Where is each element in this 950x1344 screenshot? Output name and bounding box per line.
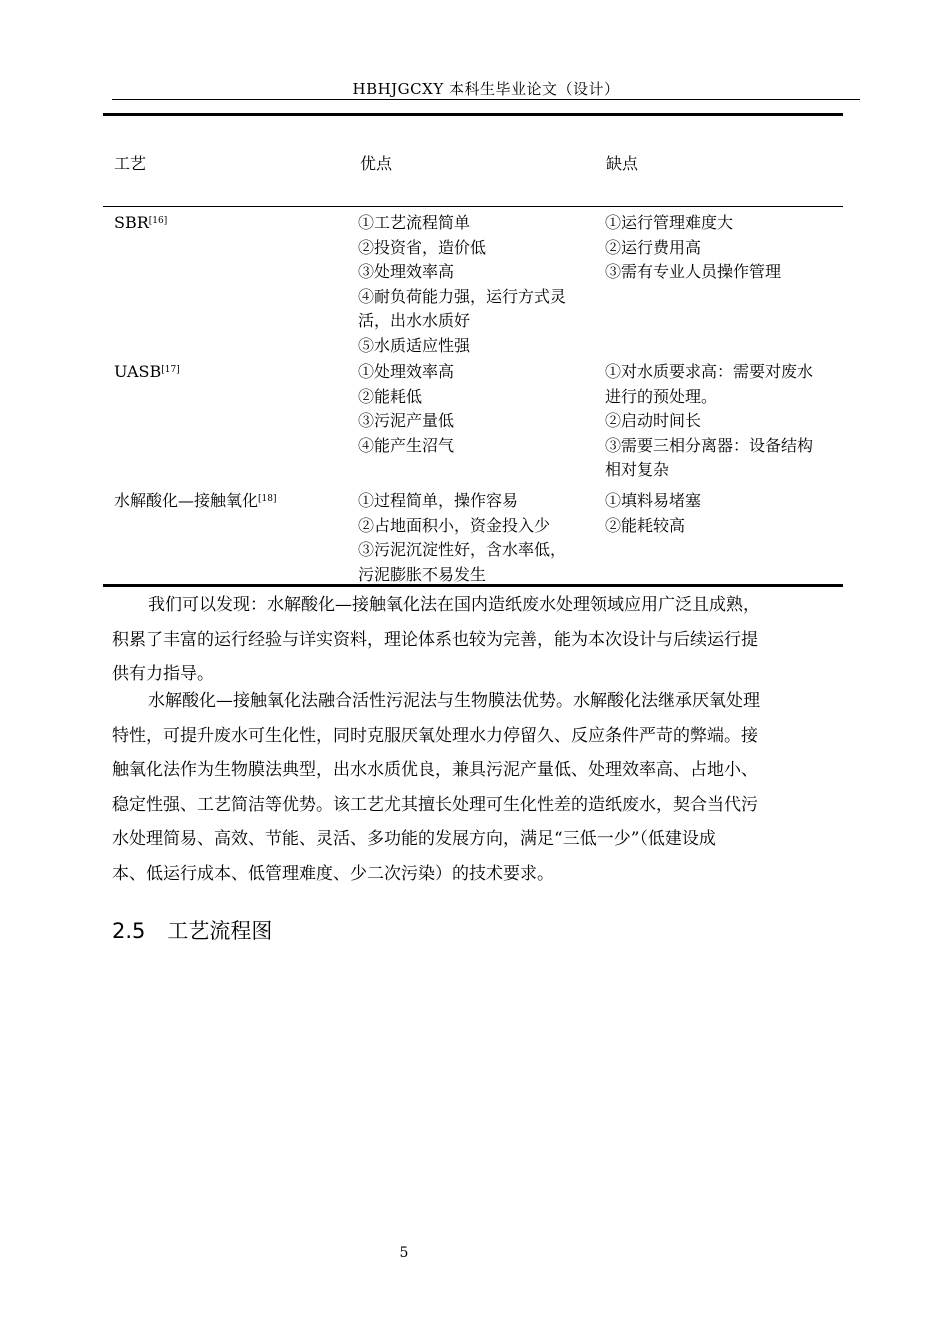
page-header-title: HBHJGCXY 本科生毕业论文（设计） xyxy=(352,80,620,98)
pro-item: ③污泥产量低 xyxy=(358,411,455,430)
table-row-hydrolysis-process xyxy=(114,489,277,514)
con-item: 进行的预处理。 xyxy=(605,386,718,406)
table-top-rule xyxy=(103,113,843,116)
paragraph-line: 触氧化法作为生物膜法典型，出水水质优良，兼具污泥产量低、处理效率高、占地小、 xyxy=(112,760,758,780)
table-row-uasb-cons xyxy=(605,360,813,483)
pro-item: ④能产生沼气 xyxy=(358,435,455,455)
con-item: ②启动时间长 xyxy=(605,411,702,430)
citation-ref: [18] xyxy=(258,494,277,504)
con-item: ①运行管理难度大 xyxy=(605,213,734,232)
citation-ref: [16] xyxy=(148,216,168,226)
paragraph-line: 我们可以发现：水解酸化—接触氧化法在国内造纸废水处理领域应用广泛且成熟， xyxy=(148,595,760,615)
table-bottom-rule xyxy=(103,584,843,587)
process-name: SBR xyxy=(114,213,149,232)
con-item: 相对复杂 xyxy=(605,460,670,479)
table-row-hydrolysis-pros xyxy=(358,489,566,587)
header-rule xyxy=(112,99,860,100)
process-name: 水解酸化—接触氧化 xyxy=(114,491,259,510)
paragraph-line: 本、低运行成本、低管理难度、少二次污染）的技术要求。 xyxy=(112,863,554,884)
table-header-cons: 缺点 xyxy=(606,154,639,173)
table-row-sbr-cons xyxy=(605,211,781,285)
pro-item: ①处理效率高 xyxy=(358,362,455,381)
paragraph-line: 稳定性强、工艺简洁等优势。该工艺尤其擅长处理可生化性差的造纸废水，契合当代污 xyxy=(112,794,758,815)
table-mid-rule xyxy=(103,206,843,207)
body-paragraph xyxy=(112,588,860,692)
paragraph-line: 特性，可提升废水可生化性，同时克服厌氧处理水力停留久、反应条件严苛的弊端。接 xyxy=(112,725,758,746)
paragraph-line: 水解酸化—接触氧化法融合活性污泥法与生物膜法优势。水解酸化法继承厌氧处理 xyxy=(148,691,760,711)
con-item: ②运行费用高 xyxy=(605,237,702,257)
pro-item: ①工艺流程简单 xyxy=(358,213,471,232)
table-row-hydrolysis-cons xyxy=(605,489,701,538)
section-heading xyxy=(112,915,272,945)
pro-item: 污泥膨胀不易发生 xyxy=(358,564,487,584)
paragraph-line: 水处理简易、高效、节能、灵活、多功能的发展方向，满足“三低一少”（低建设成 xyxy=(112,829,716,849)
table-row-sbr-pros xyxy=(358,211,566,358)
pro-item: ④耐负荷能力强，运行方式灵 xyxy=(358,286,567,306)
section-number: 2.5 xyxy=(112,919,146,943)
con-item: ②能耗较高 xyxy=(605,515,686,535)
con-item: ③需有专业人员操作管理 xyxy=(605,262,782,281)
table-header-process: 工艺 xyxy=(114,154,147,173)
process-name: UASB xyxy=(114,362,162,381)
pro-item: ⑤水质适应性强 xyxy=(358,335,471,355)
con-item: ③需要三相分离器：设备结构 xyxy=(605,435,814,455)
con-item: ①对水质要求高：需要对废水 xyxy=(605,362,814,381)
paragraph-line: 供有力指导。 xyxy=(112,664,214,684)
pro-item: ②投资省，造价低 xyxy=(358,237,487,257)
table-row-uasb-pros xyxy=(358,360,454,458)
pro-item: ①过程简单，操作容易 xyxy=(358,491,519,510)
body-paragraph xyxy=(112,684,860,891)
pro-item: ③污泥沉淀性好，含水率低， xyxy=(358,540,567,559)
section-title: 工艺流程图 xyxy=(167,919,273,943)
table-header-pros: 优点 xyxy=(360,154,393,173)
pro-item: 活，出水水质好 xyxy=(358,311,471,330)
page-number: 5 xyxy=(399,1245,409,1261)
table-row-uasb-process xyxy=(114,360,180,385)
paragraph-line: 积累了丰富的运行经验与详实资料，理论体系也较为完善，能为本次设计与后续运行提 xyxy=(112,629,758,650)
pro-item: ③处理效率高 xyxy=(358,262,455,281)
pro-item: ②占地面积小，资金投入少 xyxy=(358,515,551,535)
pro-item: ②能耗低 xyxy=(358,386,423,406)
citation-ref: [17] xyxy=(161,365,180,375)
con-item: ①填料易堵塞 xyxy=(605,491,702,510)
table-row-sbr-process xyxy=(114,211,167,236)
